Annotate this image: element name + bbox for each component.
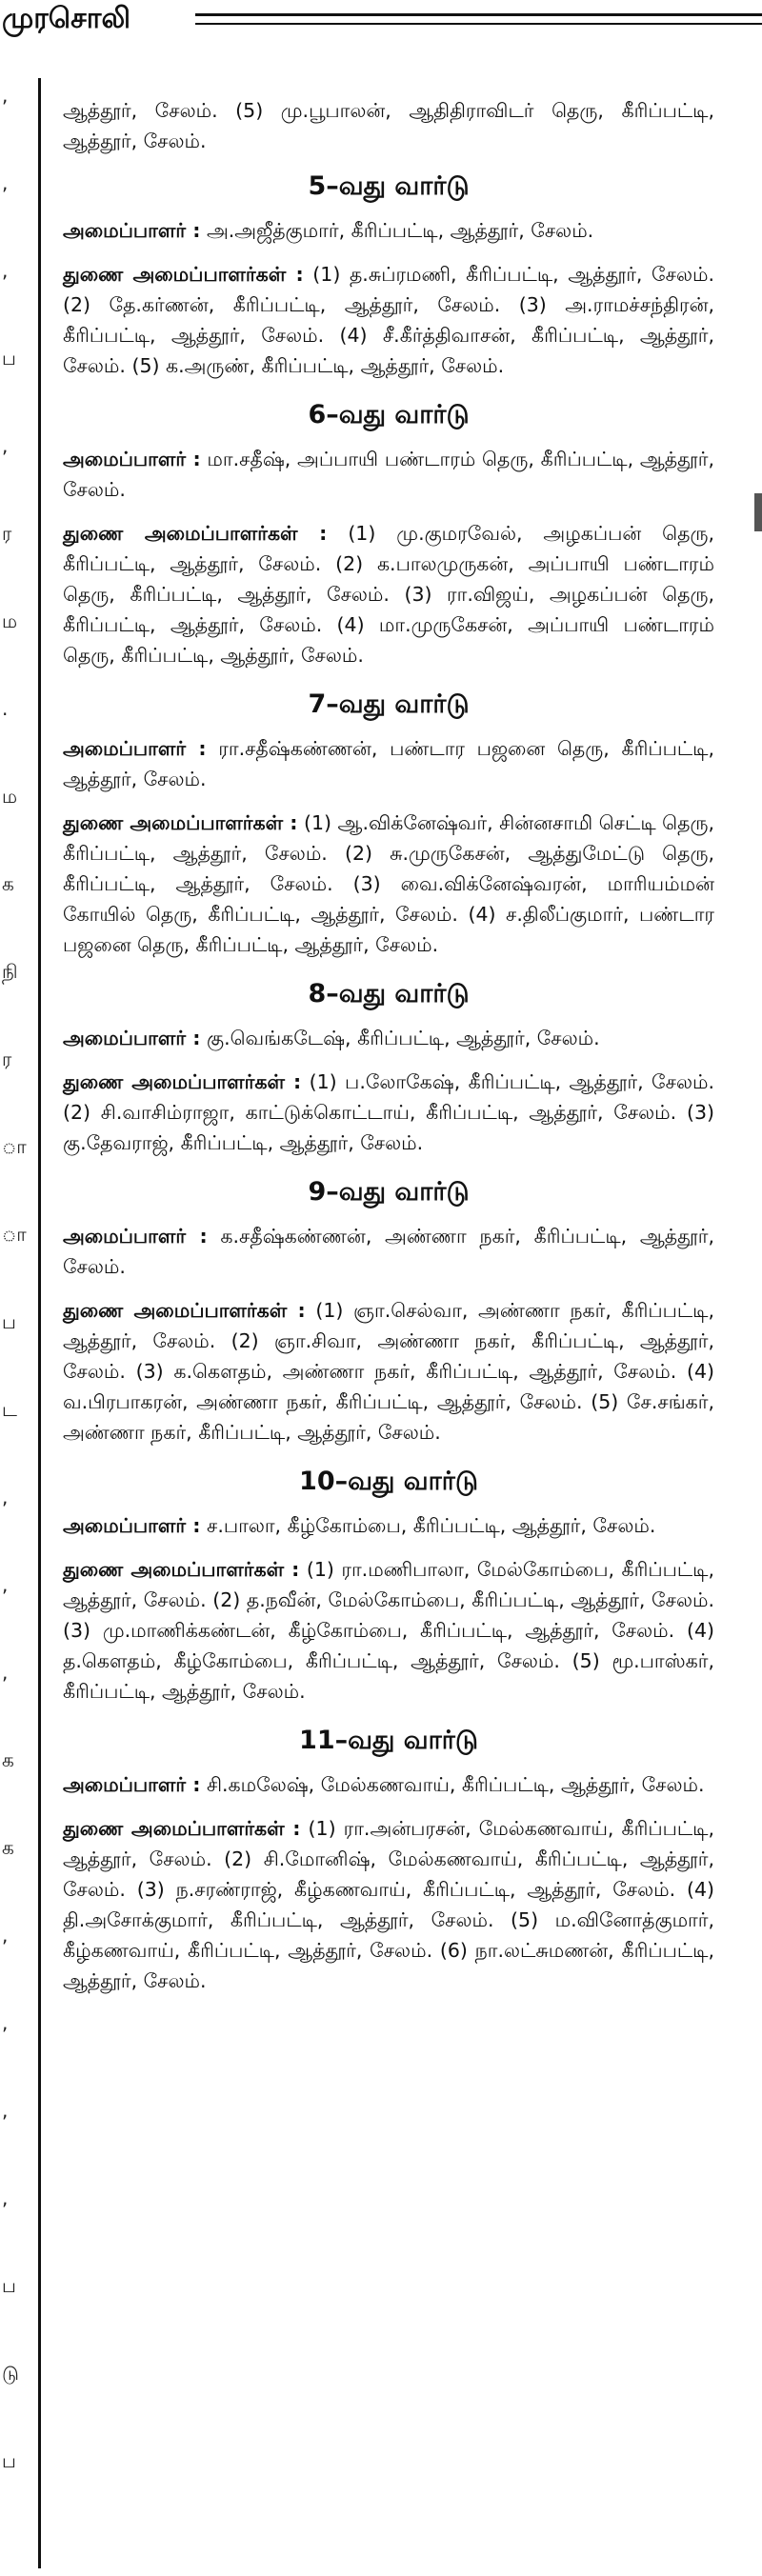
left-column-fragment: , [2,171,9,194]
left-column-fragment: ம [2,785,18,808]
masthead [0,0,762,42]
organizer-paragraph [63,1769,714,1800]
left-column-fragment: , [2,1486,9,1508]
deputies-paragraph [63,259,714,381]
left-column-fragment: ம [2,609,18,632]
left-column-fragment: க [2,1748,14,1771]
ward-heading: 11–வது வார்டு [299,1726,478,1755]
masthead-rule [195,23,762,25]
deputies-label: துணை அமைப்பாளர்கள் : [63,1817,301,1840]
left-column-fragment: ா [2,1223,27,1246]
deputies-paragraph [63,1554,714,1707]
left-column-fragment: ப [2,2274,16,2297]
left-column-fragment: , [2,84,9,107]
ward-list [63,166,714,1996]
left-column-fragment: டு [2,2362,19,2385]
ward-section [63,684,714,960]
organizer-text: சி.கமலேஷ், மேல்கணவாய், கீரிப்பட்டி, ஆத்தூர், சேலம். [206,1773,705,1796]
ward-heading: 6–வது வார்டு [308,400,470,429]
organizer-label: அமைப்பாளர் : [63,448,201,470]
ward-section [63,973,714,1158]
organizer-text: கு.வெங்கடேஷ், கீரிப்பட்டி, ஆத்தூர், சேலம். [206,1027,600,1049]
organizer-label: அமைப்பாளர் : [63,1225,208,1248]
organizer-text: மா.சதீஷ், அப்பாயி பண்டாரம் தெரு, கீரிப்பட்டி, ஆத்தூர், சேலம். [63,448,714,501]
deputies-label: துணை அமைப்பாளர்கள் : [63,263,304,286]
organizer-paragraph [63,1510,714,1541]
article-body [63,95,714,2576]
organizer-paragraph [63,1221,714,1282]
deputies-text: (1) ஆ.விக்னேஷ்வர், சின்னசாமி செட்டி தெரு, கீரிப்பட்டி, ஆத்தூர், சேலம். (2) சு.முருகேசன், ஆத்துமேட்டு தெரு, கீரிப்பட்டி, ஆத்தூர், சேலம். (3) வை.விக்னேஷ்வரன், மாரியம்மன் கோயில் தெரு, கீரிப்பட்டி, ஆத்தூர், சேலம். (4) ச.திலீப்குமார், பண்டார பஜனை தெரு, கீரிப்பட்டி, ஆத்தூர், சேலம். [63,811,715,956]
left-column-fragment: , [2,1573,9,1596]
organizer-label: அமைப்பாளர் : [63,737,207,760]
organizer-label: அமைப்பாளர் : [63,219,201,242]
left-column-fragment: , [2,2011,9,2034]
ward-heading: 7–வது வார்டு [308,689,470,719]
lead-paragraph: ஆத்தூர், சேலம். (5) மு.பூபாலன், ஆதிதிராவிடர் தெரு, கீரிப்பட்டி, ஆத்தூர், சேலம். [63,99,714,152]
left-column-fragment: ட [2,1398,17,1421]
organizer-label: அமைப்பாளர் : [63,1773,201,1796]
organizer-text: க.சதீஷ்கண்ணன், அண்ணா நகர், கீரிப்பட்டி, ஆத்தூர், சேலம். [63,1225,714,1278]
deputies-text: (1) ப.லோகேஷ், கீரிப்பட்டி, ஆத்தூர், சேலம். (2) சி.வாசிம்ராஜா, காட்டுக்கொட்டாய், கீரிப்பட்டி, ஆத்தூர், சேலம். (3) கு.தேவராஜ், கீரிப்பட்டி, ஆத்தூர், சேலம். [63,1070,714,1154]
deputies-paragraph [63,1295,714,1448]
ward-section [63,394,714,670]
left-column-fragment: , [2,2187,9,2209]
deputies-label: துணை அமைப்பாளர்கள் : [63,1070,302,1093]
organizer-paragraph [63,733,714,794]
organizer-label: அமைப்பாளர் : [63,1514,201,1537]
left-column-fragment: ர [2,522,12,545]
ward-heading: 8–வது வார்டு [308,979,470,1008]
left-column-fragment: ப [2,2449,16,2472]
left-column-fragment: . [2,697,9,720]
organizer-paragraph [63,444,714,505]
deputies-paragraph [63,1067,714,1158]
ward-section [63,1171,714,1448]
deputies-label: துணை அமைப்பாளர்கள் : [63,1558,300,1581]
left-column-fragment: ப [2,1310,16,1333]
left-column-fragment: ப [2,347,16,369]
organizer-text: அ.அஜீத்குமார், கீரிப்பட்டி, ஆத்தூர், சேலம். [206,219,594,242]
left-column-fragment: ா [2,1135,27,1158]
column-divider [38,78,41,2568]
deputies-text: (1) த.சுப்ரமணி, கீரிப்பட்டி, ஆத்தூர், சேலம். (2) தே.கர்ணன், கீரிப்பட்டி, ஆத்தூர், சேலம். (3) அ.ராமச்சந்திரன், கீரிப்பட்டி, ஆத்தூர், சேலம். (4) சீ.கீர்த்திவாசன், கீரிப்பட்டி, ஆத்தூர், சேலம். (5) க.அருண், கீரிப்பட்டி, ஆத்தூர், சேலம். [63,263,714,377]
left-column-fragment: நி [2,960,18,983]
adjacent-column-fragment [0,78,30,2568]
deputies-label: துணை அமைப்பாளர்கள் : [63,1299,306,1322]
organizer-text: ச.பாலா, கீழ்கோம்பை, கீரிப்பட்டி, ஆத்தூர், சேலம். [206,1514,656,1537]
left-column-fragment: , [2,2099,9,2122]
deputies-text: (1) மு.குமரவேல், அழகப்பன் தெரு, கீரிப்பட்டி, ஆத்தூர், சேலம். (2) க.பாலமுருகன், அப்பாயி பண்டாரம் தெரு, கீரிப்பட்டி, ஆத்தூர், சேலம். (3) ரா.விஜய், அழகப்பன் தெரு, கீரிப்பட்டி, ஆத்தூர், சேலம். (4) மா.முருகேசன், அப்பாயி பண்டாரம் தெரு, கீரிப்பட்டி, ஆத்தூர், சேலம். [63,522,714,667]
ward-section [63,1720,714,1996]
masthead-title: முரசொலி [0,0,130,38]
deputies-label: துணை அமைப்பாளர்கள் : [63,522,328,545]
deputies-paragraph [63,518,714,670]
ward-heading: 5–வது வார்டு [308,171,470,201]
organizer-label: அமைப்பாளர் : [63,1027,201,1049]
ward-heading: 10–வது வார்டு [299,1467,478,1496]
deputies-paragraph [63,1813,714,1996]
organizer-paragraph [63,215,714,246]
deputies-label: துணை அமைப்பாளர்கள் : [63,811,298,834]
left-column-fragment: , [2,1924,9,1947]
left-column-fragment: , [2,434,9,457]
organizer-text: ரா.சதீஷ்கண்ணன், பண்டார பஜனை தெரு, கீரிப்பட்டி, ஆத்தூர், சேலம். [63,737,714,790]
ward-heading: 9–வது வார்டு [308,1177,470,1207]
deputies-text: (1) ரா.அன்பரசன், மேல்கணவாய், கீரிப்பட்டி, ஆத்தூர், சேலம். (2) சி.மோனிஷ், மேல்கணவாய், கீரிப்பட்டி, ஆத்தூர், சேலம். (3) ந.சரண்ராஜ், கீழ்கணவாய், கீரிப்பட்டி, ஆத்தூர், சேலம். (4) தி.அசோக்குமார், கீரிப்பட்டி, ஆத்தூர், சேலம். (5) ம.வினோத்குமார், கீழ்கணவாய், கீரிப்பட்டி, ஆத்தூர், சேலம். (6) நா.லட்சுமணன், கீரிப்பட்டி, ஆத்தூர், சேலம். [63,1817,714,1992]
masthead-rule [195,13,762,16]
deputies-text: (1) ஞா.செல்வா, அண்ணா நகர், கீரிப்பட்டி, ஆத்தூர், சேலம். (2) ஞா.சிவா, அண்ணா நகர், கீரிப்பட்டி, ஆத்தூர், சேலம். (3) க.கௌதம், அண்ணா நகர், கீரிப்பட்டி, ஆத்தூர், சேலம். (4) வ.பிரபாகரன், அண்ணா நகர், கீரிப்பட்டி, ஆத்தூர், சேலம். (5) சே.சங்கர், அண்ணா நகர், கீரிப்பட்டி, ஆத்தூர், சேலம். [63,1299,714,1444]
ward-section [63,1461,714,1707]
deputies-paragraph [63,808,714,960]
right-edge-mark [754,493,762,531]
organizer-paragraph [63,1023,714,1053]
left-column-fragment: க [2,1836,14,1859]
left-column-fragment: , [2,1661,9,1684]
ward-section [63,166,714,381]
left-column-fragment: க [2,872,14,895]
left-column-fragment: ர [2,1048,12,1070]
left-column-fragment: , [2,259,9,282]
deputies-text: (1) ரா.மணிபாலா, மேல்கோம்பை, கீரிப்பட்டி, ஆத்தூர், சேலம். (2) த.நவீன், மேல்கோம்பை, கீரிப்பட்டி, ஆத்தூர், சேலம். (3) மு.மாணிக்கண்டன், கீழ்கோம்பை, கீரிப்பட்டி, ஆத்தூர், சேலம். (4) த.கௌதம், கீழ்கோம்பை, கீரிப்பட்டி, ஆத்தூர், சேலம். (5) மூ.பாஸ்கர், கீரிப்பட்டி, ஆத்தூர், சேலம். [63,1558,714,1703]
